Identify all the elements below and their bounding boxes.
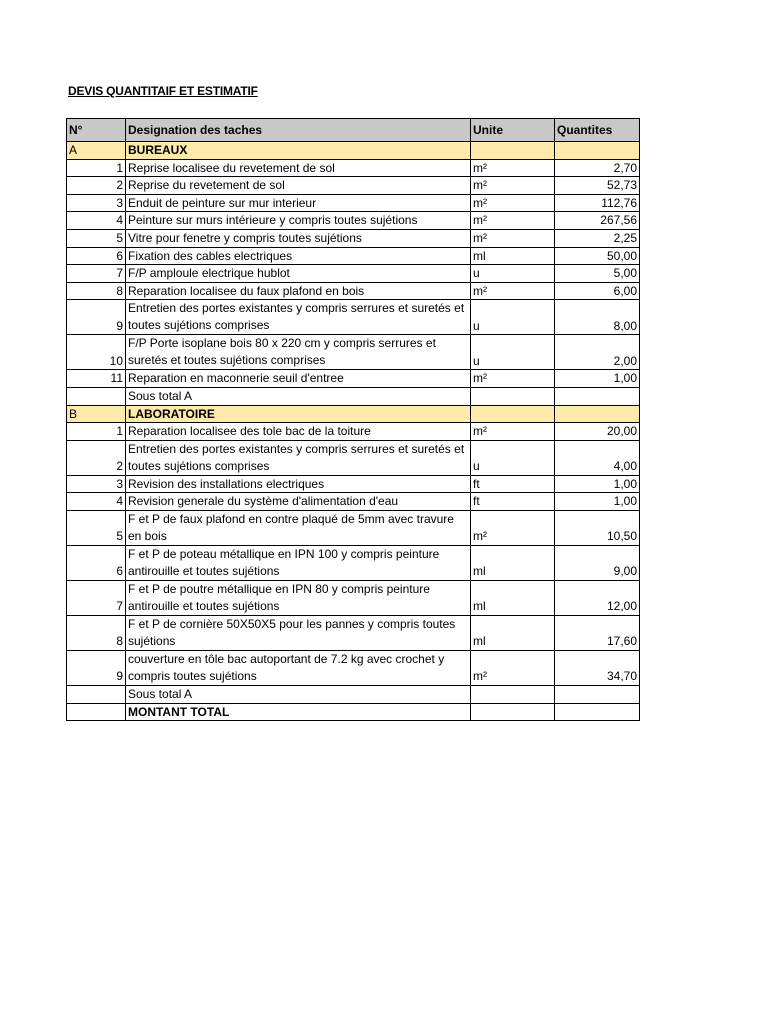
row-designation: Reparation localisee du faux plafond en bois xyxy=(126,282,471,300)
row-no: 2 xyxy=(67,177,126,195)
total-row xyxy=(67,703,640,721)
row-designation: F et P de faux plafond en contre plaqué de 5mm avec travure en bois xyxy=(126,510,471,545)
row-quantity: 6,00 xyxy=(555,282,640,300)
row-designation: Peinture sur murs intérieure y compris toutes sujétions xyxy=(126,212,471,230)
row-unit: m² xyxy=(471,212,555,230)
row-quantity: 2,00 xyxy=(555,335,640,370)
row-unit: m² xyxy=(471,282,555,300)
subtotal-label: Sous total A xyxy=(126,685,471,703)
table-row xyxy=(67,580,640,615)
row-designation: Entretien des portes existantes y compris serrures et suretés et toutes sujétions comprises xyxy=(126,440,471,475)
table-row xyxy=(67,247,640,265)
table-row xyxy=(67,212,640,230)
row-quantity: 2,25 xyxy=(555,229,640,247)
row-unit: ft xyxy=(471,493,555,511)
row-quantity: 34,70 xyxy=(555,650,640,685)
row-quantity: 1,00 xyxy=(555,475,640,493)
row-unit: u xyxy=(471,440,555,475)
row-quantity: 1,00 xyxy=(555,370,640,388)
header-no: N° xyxy=(67,119,126,142)
row-no: 4 xyxy=(67,493,126,511)
table-row xyxy=(67,440,640,475)
row-no: 8 xyxy=(67,282,126,300)
row-designation: Reprise du revetement de sol xyxy=(126,177,471,195)
row-no: 4 xyxy=(67,212,126,230)
row-quantity: 9,00 xyxy=(555,545,640,580)
row-no: 8 xyxy=(67,615,126,650)
row-no: 2 xyxy=(67,440,126,475)
row-designation: Vitre pour fenetre y compris toutes sujétions xyxy=(126,229,471,247)
row-designation: Revision generale du système d'alimentation d'eau xyxy=(126,493,471,511)
row-designation: Reparation en maconnerie seuil d'entree xyxy=(126,370,471,388)
row-designation: Revision des installations electriques xyxy=(126,475,471,493)
row-quantity: 267,56 xyxy=(555,212,640,230)
row-no: 9 xyxy=(67,300,126,335)
row-quantity: 12,00 xyxy=(555,580,640,615)
row-unit: m² xyxy=(471,229,555,247)
row-no: 1 xyxy=(67,423,126,441)
subtotal-row xyxy=(67,387,640,405)
row-designation: Reprise localisee du revetement de sol xyxy=(126,159,471,177)
row-quantity: 8,00 xyxy=(555,300,640,335)
row-no: 11 xyxy=(67,370,126,388)
row-unit: ft xyxy=(471,475,555,493)
document-title: DEVIS QUANTITAIF ET ESTIMATIF xyxy=(68,84,258,98)
row-no: 6 xyxy=(67,247,126,265)
row-designation: F/P Porte isoplane bois 80 x 220 cm y compris serrures et suretés et toutes sujétions comprises xyxy=(126,335,471,370)
row-designation: Entretien des portes existantes y compris serrures et suretés et toutes sujétions comprises xyxy=(126,300,471,335)
row-no: 5 xyxy=(67,510,126,545)
table-row xyxy=(67,300,640,335)
header-unit: Unite xyxy=(471,119,555,142)
table-row xyxy=(67,282,640,300)
row-unit: m² xyxy=(471,159,555,177)
section-row-bureaux xyxy=(67,142,640,160)
section-name: LABORATOIRE xyxy=(126,405,471,423)
row-unit: m² xyxy=(471,194,555,212)
section-code: A xyxy=(67,142,126,160)
header-designation: Designation des taches xyxy=(126,119,471,142)
row-unit: m² xyxy=(471,510,555,545)
row-unit: m² xyxy=(471,423,555,441)
row-designation: F/P amploule electrique hublot xyxy=(126,265,471,283)
table-row xyxy=(67,650,640,685)
section-name: BUREAUX xyxy=(126,142,471,160)
row-no: 1 xyxy=(67,159,126,177)
row-no: 9 xyxy=(67,650,126,685)
row-no: 7 xyxy=(67,580,126,615)
row-unit: m² xyxy=(471,650,555,685)
table-row xyxy=(67,159,640,177)
table-row xyxy=(67,265,640,283)
row-designation: Reparation localisee des tole bac de la toiture xyxy=(126,423,471,441)
row-unit: u xyxy=(471,335,555,370)
table-row xyxy=(67,615,640,650)
table-row xyxy=(67,194,640,212)
table-row xyxy=(67,493,640,511)
row-unit: u xyxy=(471,265,555,283)
row-quantity: 1,00 xyxy=(555,493,640,511)
row-quantity: 2,70 xyxy=(555,159,640,177)
row-quantity: 17,60 xyxy=(555,615,640,650)
table-header-row xyxy=(67,119,640,142)
row-quantity: 5,00 xyxy=(555,265,640,283)
table-row xyxy=(67,475,640,493)
row-quantity: 10,50 xyxy=(555,510,640,545)
section-row-laboratoire xyxy=(67,405,640,423)
row-quantity: 50,00 xyxy=(555,247,640,265)
row-designation: Enduit de peinture sur mur interieur xyxy=(126,194,471,212)
row-no: 10 xyxy=(67,335,126,370)
row-quantity: 4,00 xyxy=(555,440,640,475)
row-designation: F et P de poteau métallique en IPN 100 y compris peinture antirouille et toutes sujétions xyxy=(126,545,471,580)
header-quantity: Quantites xyxy=(555,119,640,142)
row-no: 3 xyxy=(67,194,126,212)
row-quantity: 112,76 xyxy=(555,194,640,212)
row-designation: couverture en tôle bac autoportant de 7.2 kg avec crochet y compris toutes sujétions xyxy=(126,650,471,685)
row-unit: u xyxy=(471,300,555,335)
quote-table xyxy=(66,118,640,721)
table-row xyxy=(67,423,640,441)
subtotal-row xyxy=(67,685,640,703)
row-quantity: 52,73 xyxy=(555,177,640,195)
row-unit: ml xyxy=(471,247,555,265)
table-row xyxy=(67,370,640,388)
row-designation: F et P de cornière 50X50X5 pour les pannes y compris toutes sujétions xyxy=(126,615,471,650)
row-unit: m² xyxy=(471,177,555,195)
subtotal-label: Sous total A xyxy=(126,387,471,405)
row-unit: ml xyxy=(471,615,555,650)
row-no: 3 xyxy=(67,475,126,493)
table-row xyxy=(67,229,640,247)
row-designation: Fixation des cables electriques xyxy=(126,247,471,265)
table-row xyxy=(67,510,640,545)
table-row xyxy=(67,545,640,580)
row-no: 7 xyxy=(67,265,126,283)
row-unit: ml xyxy=(471,580,555,615)
row-quantity: 20,00 xyxy=(555,423,640,441)
row-unit: ml xyxy=(471,545,555,580)
row-no: 5 xyxy=(67,229,126,247)
table-row xyxy=(67,335,640,370)
total-label: MONTANT TOTAL xyxy=(126,703,471,721)
section-code: B xyxy=(67,405,126,423)
row-designation: F et P de poutre métallique en IPN 80 y compris peinture antirouille et toutes sujétions xyxy=(126,580,471,615)
table-row xyxy=(67,177,640,195)
row-unit: m² xyxy=(471,370,555,388)
row-no: 6 xyxy=(67,545,126,580)
